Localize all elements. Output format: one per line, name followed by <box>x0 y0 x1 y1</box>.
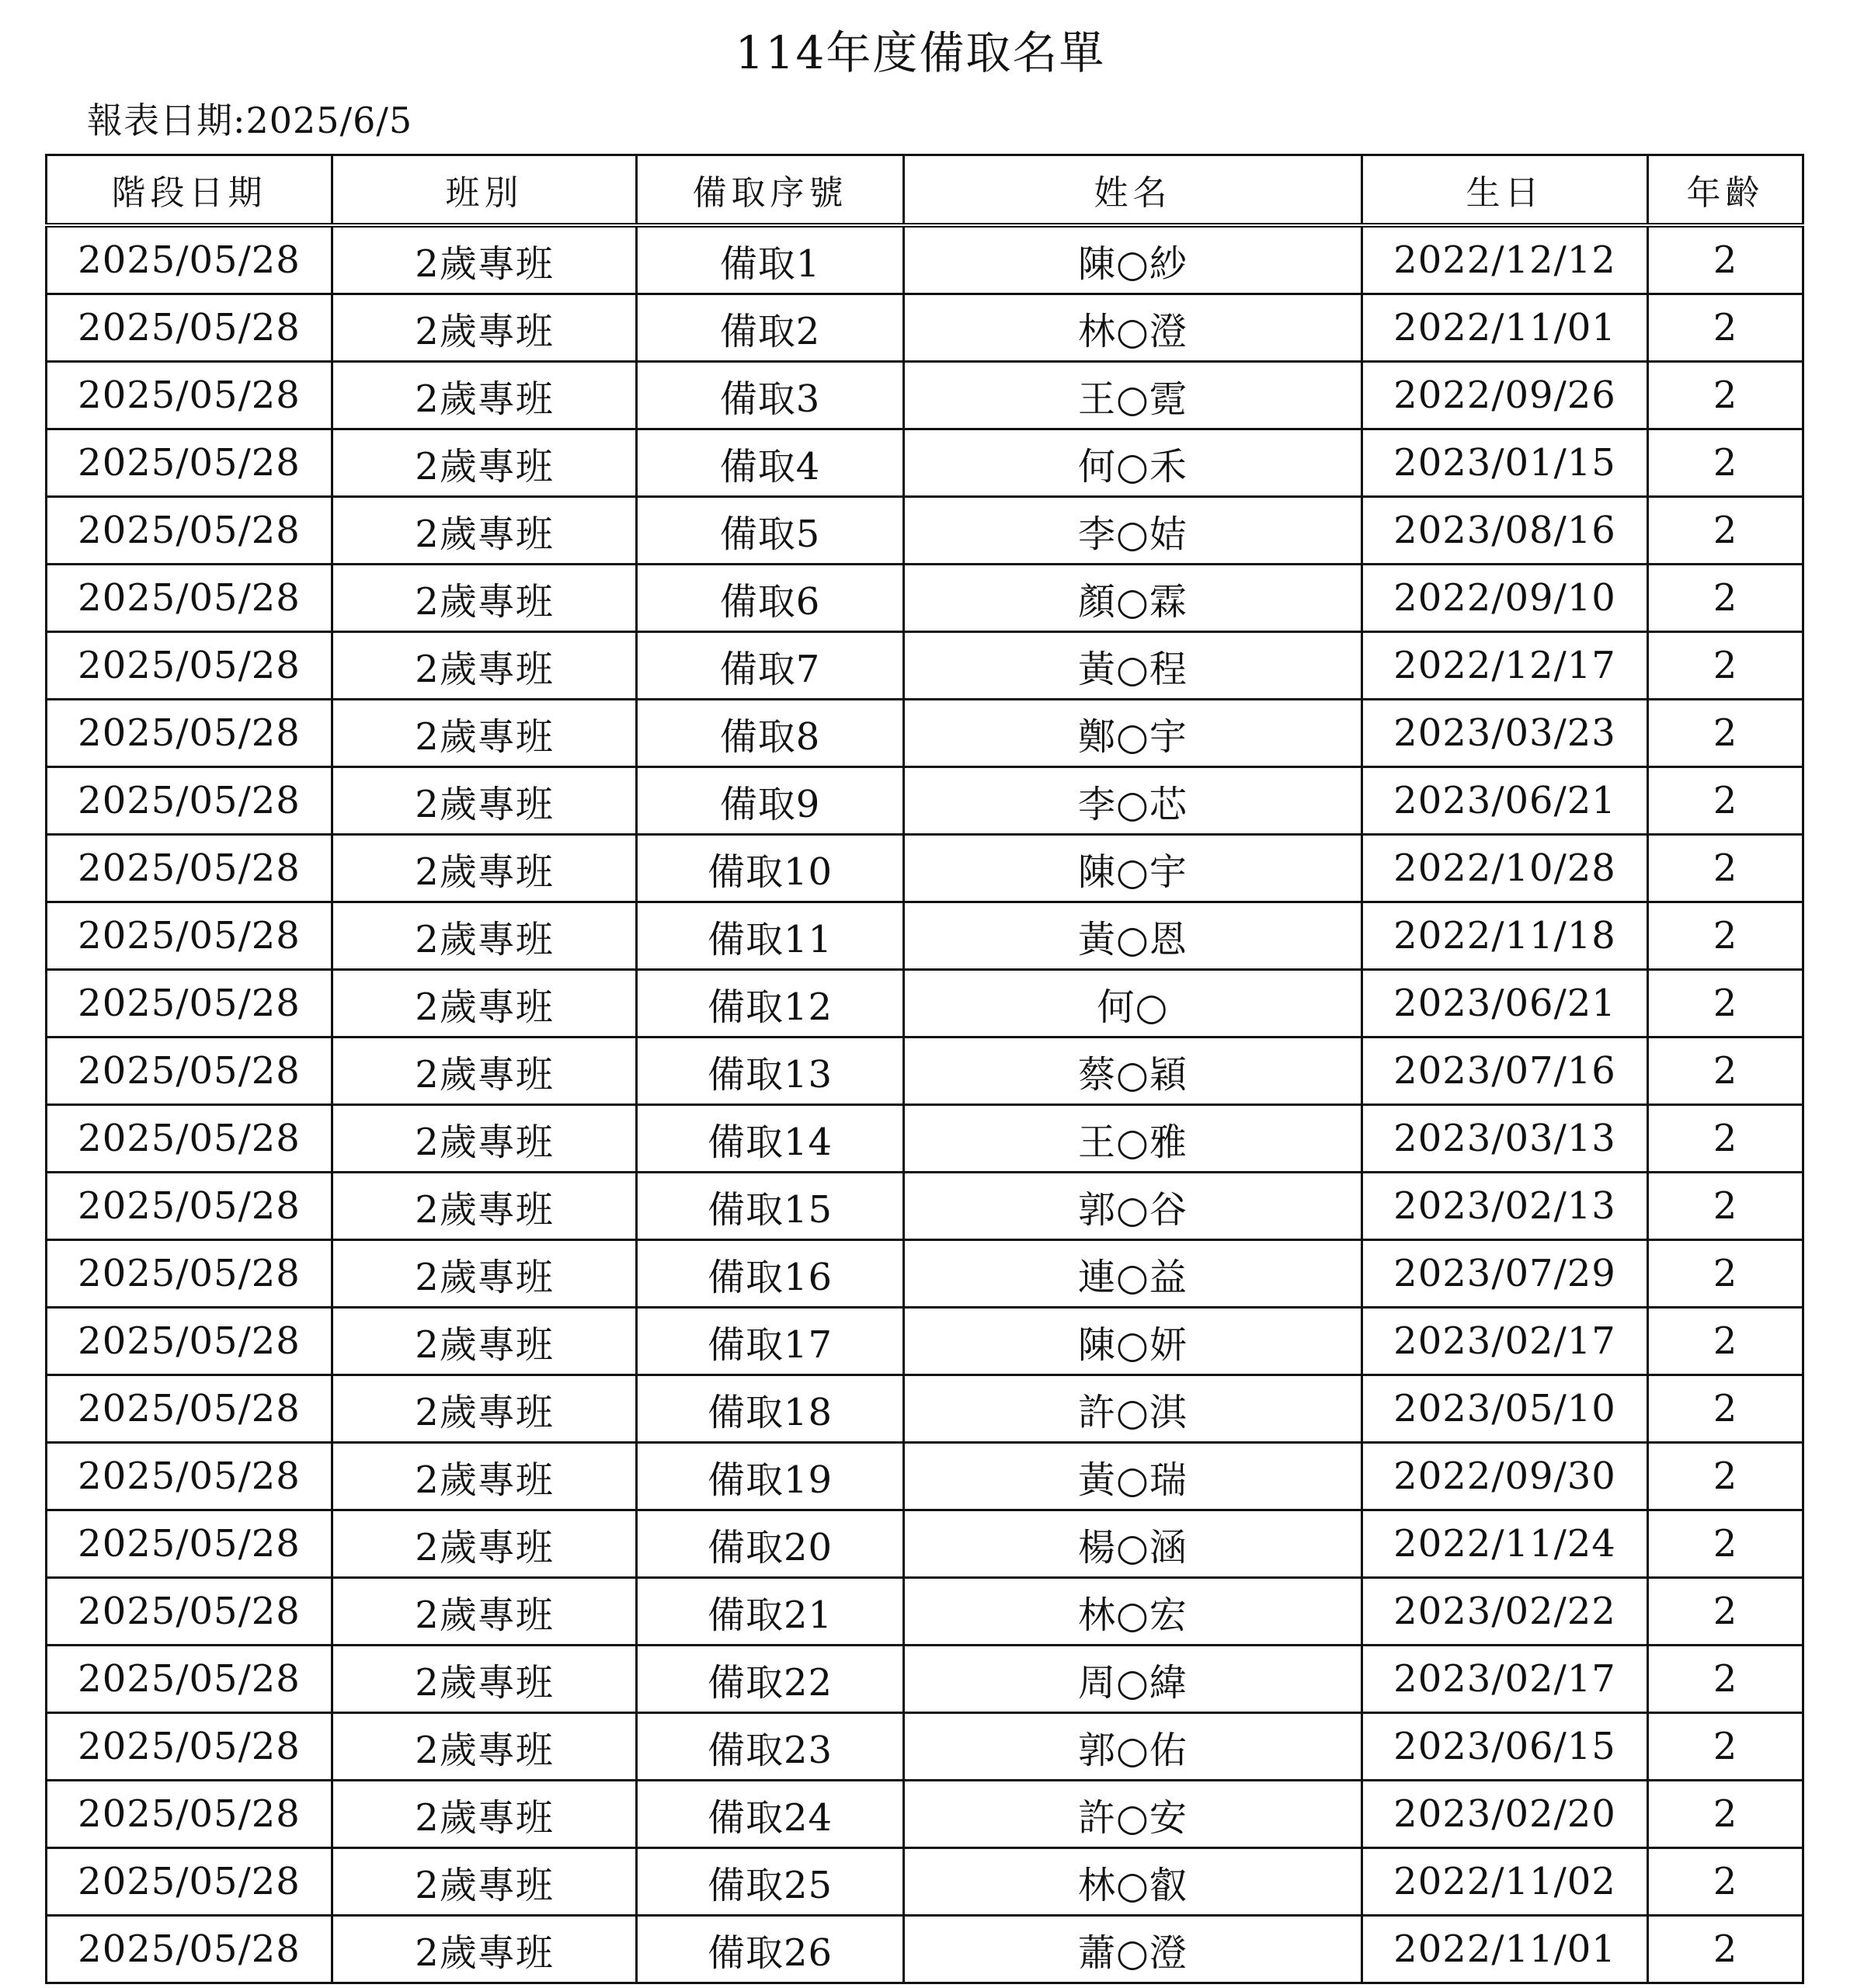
table-header-row <box>47 155 1803 226</box>
cell-age: 2 <box>1648 700 1803 767</box>
table-row <box>47 1105 1803 1173</box>
cell-birthday: 2023/06/21 <box>1362 970 1648 1037</box>
cell-name: 黃○程 <box>904 632 1362 700</box>
table-row <box>47 565 1803 632</box>
cell-age: 2 <box>1648 1578 1803 1646</box>
cell-waitlist-number: 備取8 <box>637 700 904 767</box>
cell-name: 李○芯 <box>904 767 1362 835</box>
table-row <box>47 497 1803 565</box>
cell-waitlist-number: 備取23 <box>637 1713 904 1781</box>
cell-waitlist-number: 備取3 <box>637 362 904 429</box>
cell-birthday: 2023/02/22 <box>1362 1578 1648 1646</box>
cell-birthday: 2022/12/17 <box>1362 632 1648 700</box>
cell-waitlist-number: 備取17 <box>637 1308 904 1375</box>
table-row <box>47 1578 1803 1646</box>
cell-class: 2歲專班 <box>332 700 637 767</box>
cell-name: 鄭○宇 <box>904 700 1362 767</box>
table-row <box>47 970 1803 1037</box>
cell-age: 2 <box>1648 1173 1803 1240</box>
cell-age: 2 <box>1648 1713 1803 1781</box>
cell-waitlist-number: 備取14 <box>637 1105 904 1173</box>
cell-age: 2 <box>1648 429 1803 497</box>
cell-class: 2歲專班 <box>332 497 637 565</box>
cell-stage-date: 2025/05/28 <box>47 700 332 767</box>
header-birthday: 生日 <box>1362 155 1648 226</box>
cell-birthday: 2022/09/10 <box>1362 565 1648 632</box>
cell-birthday: 2022/11/01 <box>1362 294 1648 362</box>
cell-waitlist-number: 備取13 <box>637 1037 904 1105</box>
header-class: 班別 <box>332 155 637 226</box>
cell-stage-date: 2025/05/28 <box>47 632 332 700</box>
cell-birthday: 2023/05/10 <box>1362 1375 1648 1443</box>
cell-class: 2歲專班 <box>332 1781 637 1848</box>
cell-waitlist-number: 備取12 <box>637 970 904 1037</box>
cell-class: 2歲專班 <box>332 1105 637 1173</box>
cell-class: 2歲專班 <box>332 1646 637 1713</box>
cell-name: 連○益 <box>904 1240 1362 1308</box>
cell-name: 楊○涵 <box>904 1510 1362 1578</box>
cell-name: 黃○恩 <box>904 902 1362 970</box>
cell-age: 2 <box>1648 1916 1803 1983</box>
cell-stage-date: 2025/05/28 <box>47 429 332 497</box>
cell-name: 李○姞 <box>904 497 1362 565</box>
cell-stage-date: 2025/05/28 <box>47 225 332 294</box>
cell-class: 2歲專班 <box>332 362 637 429</box>
cell-waitlist-number: 備取16 <box>637 1240 904 1308</box>
cell-waitlist-number: 備取11 <box>637 902 904 970</box>
header-stage-date: 階段日期 <box>47 155 332 226</box>
cell-age: 2 <box>1648 1240 1803 1308</box>
cell-class: 2歲專班 <box>332 1916 637 1983</box>
cell-age: 2 <box>1648 1375 1803 1443</box>
cell-age: 2 <box>1648 497 1803 565</box>
cell-class: 2歲專班 <box>332 1848 637 1916</box>
table-row <box>47 1916 1803 1983</box>
cell-class: 2歲專班 <box>332 429 637 497</box>
cell-birthday: 2023/02/20 <box>1362 1781 1648 1848</box>
cell-birthday: 2022/11/02 <box>1362 1848 1648 1916</box>
cell-name: 黃○瑞 <box>904 1443 1362 1510</box>
cell-name: 何○禾 <box>904 429 1362 497</box>
cell-age: 2 <box>1648 902 1803 970</box>
table-row <box>47 700 1803 767</box>
cell-birthday: 2023/07/29 <box>1362 1240 1648 1308</box>
cell-birthday: 2022/10/28 <box>1362 835 1648 902</box>
cell-age: 2 <box>1648 1037 1803 1105</box>
cell-name: 何○ <box>904 970 1362 1037</box>
cell-waitlist-number: 備取22 <box>637 1646 904 1713</box>
cell-name: 王○霓 <box>904 362 1362 429</box>
cell-age: 2 <box>1648 225 1803 294</box>
cell-stage-date: 2025/05/28 <box>47 1173 332 1240</box>
cell-birthday: 2023/01/15 <box>1362 429 1648 497</box>
cell-class: 2歲專班 <box>332 1240 637 1308</box>
cell-stage-date: 2025/05/28 <box>47 497 332 565</box>
cell-stage-date: 2025/05/28 <box>47 1646 332 1713</box>
table-row <box>47 429 1803 497</box>
cell-birthday: 2023/03/13 <box>1362 1105 1648 1173</box>
cell-stage-date: 2025/05/28 <box>47 565 332 632</box>
cell-waitlist-number: 備取10 <box>637 835 904 902</box>
cell-stage-date: 2025/05/28 <box>47 767 332 835</box>
cell-age: 2 <box>1648 632 1803 700</box>
cell-stage-date: 2025/05/28 <box>47 362 332 429</box>
table-row <box>47 362 1803 429</box>
cell-waitlist-number: 備取20 <box>637 1510 904 1578</box>
cell-waitlist-number: 備取25 <box>637 1848 904 1916</box>
table-row <box>47 1037 1803 1105</box>
cell-waitlist-number: 備取18 <box>637 1375 904 1443</box>
header-age: 年齡 <box>1648 155 1803 226</box>
cell-stage-date: 2025/05/28 <box>47 1781 332 1848</box>
cell-stage-date: 2025/05/28 <box>47 835 332 902</box>
cell-birthday: 2023/07/16 <box>1362 1037 1648 1105</box>
cell-name: 郭○佑 <box>904 1713 1362 1781</box>
report-date: 報表日期:2025/6/5 <box>87 99 413 141</box>
cell-class: 2歲專班 <box>332 767 637 835</box>
cell-class: 2歲專班 <box>332 294 637 362</box>
cell-name: 王○雅 <box>904 1105 1362 1173</box>
cell-name: 陳○紗 <box>904 225 1362 294</box>
cell-birthday: 2022/11/18 <box>1362 902 1648 970</box>
cell-age: 2 <box>1648 1848 1803 1916</box>
cell-birthday: 2023/02/17 <box>1362 1308 1648 1375</box>
cell-class: 2歲專班 <box>332 1308 637 1375</box>
cell-name: 周○緯 <box>904 1646 1362 1713</box>
cell-age: 2 <box>1648 1308 1803 1375</box>
cell-waitlist-number: 備取1 <box>637 225 904 294</box>
cell-name: 林○宏 <box>904 1578 1362 1646</box>
header-name: 姓名 <box>904 155 1362 226</box>
cell-stage-date: 2025/05/28 <box>47 1308 332 1375</box>
cell-name: 許○淇 <box>904 1375 1362 1443</box>
cell-name: 蕭○澄 <box>904 1916 1362 1983</box>
table-row <box>47 1173 1803 1240</box>
table-row <box>47 1781 1803 1848</box>
cell-waitlist-number: 備取26 <box>637 1916 904 1983</box>
table-row <box>47 835 1803 902</box>
table-row <box>47 1308 1803 1375</box>
cell-age: 2 <box>1648 835 1803 902</box>
cell-stage-date: 2025/05/28 <box>47 1443 332 1510</box>
cell-birthday: 2022/11/24 <box>1362 1510 1648 1578</box>
cell-stage-date: 2025/05/28 <box>47 294 332 362</box>
cell-birthday: 2022/12/12 <box>1362 225 1648 294</box>
cell-age: 2 <box>1648 1105 1803 1173</box>
header-waitlist-number: 備取序號 <box>637 155 904 226</box>
cell-stage-date: 2025/05/28 <box>47 1375 332 1443</box>
cell-name: 陳○妍 <box>904 1308 1362 1375</box>
cell-stage-date: 2025/05/28 <box>47 1037 332 1105</box>
cell-stage-date: 2025/05/28 <box>47 970 332 1037</box>
cell-name: 林○叡 <box>904 1848 1362 1916</box>
cell-age: 2 <box>1648 294 1803 362</box>
cell-birthday: 2023/08/16 <box>1362 497 1648 565</box>
cell-age: 2 <box>1648 1510 1803 1578</box>
cell-class: 2歲專班 <box>332 970 637 1037</box>
cell-class: 2歲專班 <box>332 902 637 970</box>
cell-class: 2歲專班 <box>332 1443 637 1510</box>
cell-stage-date: 2025/05/28 <box>47 1713 332 1781</box>
cell-waitlist-number: 備取24 <box>637 1781 904 1848</box>
cell-birthday: 2023/02/17 <box>1362 1646 1648 1713</box>
cell-waitlist-number: 備取21 <box>637 1578 904 1646</box>
cell-name: 顏○霖 <box>904 565 1362 632</box>
cell-class: 2歲專班 <box>332 565 637 632</box>
cell-class: 2歲專班 <box>332 1037 637 1105</box>
table-row <box>47 1240 1803 1308</box>
cell-stage-date: 2025/05/28 <box>47 1240 332 1308</box>
table-row <box>47 1510 1803 1578</box>
report-title: 114年度備取名單 <box>735 26 1106 79</box>
cell-stage-date: 2025/05/28 <box>47 1105 332 1173</box>
table-row <box>47 1646 1803 1713</box>
cell-stage-date: 2025/05/28 <box>47 1510 332 1578</box>
cell-birthday: 2023/06/15 <box>1362 1713 1648 1781</box>
cell-waitlist-number: 備取15 <box>637 1173 904 1240</box>
cell-class: 2歲專班 <box>332 1578 637 1646</box>
table-row <box>47 1443 1803 1510</box>
cell-age: 2 <box>1648 1443 1803 1510</box>
table-row <box>47 767 1803 835</box>
cell-age: 2 <box>1648 565 1803 632</box>
cell-waitlist-number: 備取7 <box>637 632 904 700</box>
cell-age: 2 <box>1648 1781 1803 1848</box>
table-row <box>47 1375 1803 1443</box>
cell-waitlist-number: 備取9 <box>637 767 904 835</box>
cell-age: 2 <box>1648 767 1803 835</box>
table-row <box>47 632 1803 700</box>
cell-class: 2歲專班 <box>332 1173 637 1240</box>
cell-stage-date: 2025/05/28 <box>47 1916 332 1983</box>
table-row <box>47 225 1803 294</box>
waitlist-table <box>45 154 1804 1984</box>
table-row <box>47 902 1803 970</box>
cell-age: 2 <box>1648 362 1803 429</box>
cell-birthday: 2023/02/13 <box>1362 1173 1648 1240</box>
cell-birthday: 2023/03/23 <box>1362 700 1648 767</box>
cell-waitlist-number: 備取4 <box>637 429 904 497</box>
table-row <box>47 294 1803 362</box>
cell-stage-date: 2025/05/28 <box>47 1578 332 1646</box>
table-row <box>47 1713 1803 1781</box>
cell-name: 蔡○穎 <box>904 1037 1362 1105</box>
cell-name: 許○安 <box>904 1781 1362 1848</box>
cell-class: 2歲專班 <box>332 1375 637 1443</box>
cell-class: 2歲專班 <box>332 835 637 902</box>
cell-stage-date: 2025/05/28 <box>47 902 332 970</box>
cell-class: 2歲專班 <box>332 1713 637 1781</box>
cell-name: 陳○宇 <box>904 835 1362 902</box>
cell-class: 2歲專班 <box>332 632 637 700</box>
cell-name: 林○澄 <box>904 294 1362 362</box>
cell-name: 郭○谷 <box>904 1173 1362 1240</box>
cell-age: 2 <box>1648 1646 1803 1713</box>
cell-waitlist-number: 備取5 <box>637 497 904 565</box>
cell-birthday: 2022/09/26 <box>1362 362 1648 429</box>
cell-waitlist-number: 備取6 <box>637 565 904 632</box>
cell-class: 2歲專班 <box>332 225 637 294</box>
cell-age: 2 <box>1648 970 1803 1037</box>
cell-waitlist-number: 備取2 <box>637 294 904 362</box>
table-row <box>47 1848 1803 1916</box>
cell-birthday: 2022/09/30 <box>1362 1443 1648 1510</box>
cell-stage-date: 2025/05/28 <box>47 1848 332 1916</box>
cell-birthday: 2022/11/01 <box>1362 1916 1648 1983</box>
cell-waitlist-number: 備取19 <box>637 1443 904 1510</box>
cell-birthday: 2023/06/21 <box>1362 767 1648 835</box>
cell-class: 2歲專班 <box>332 1510 637 1578</box>
table-body <box>47 225 1803 1983</box>
